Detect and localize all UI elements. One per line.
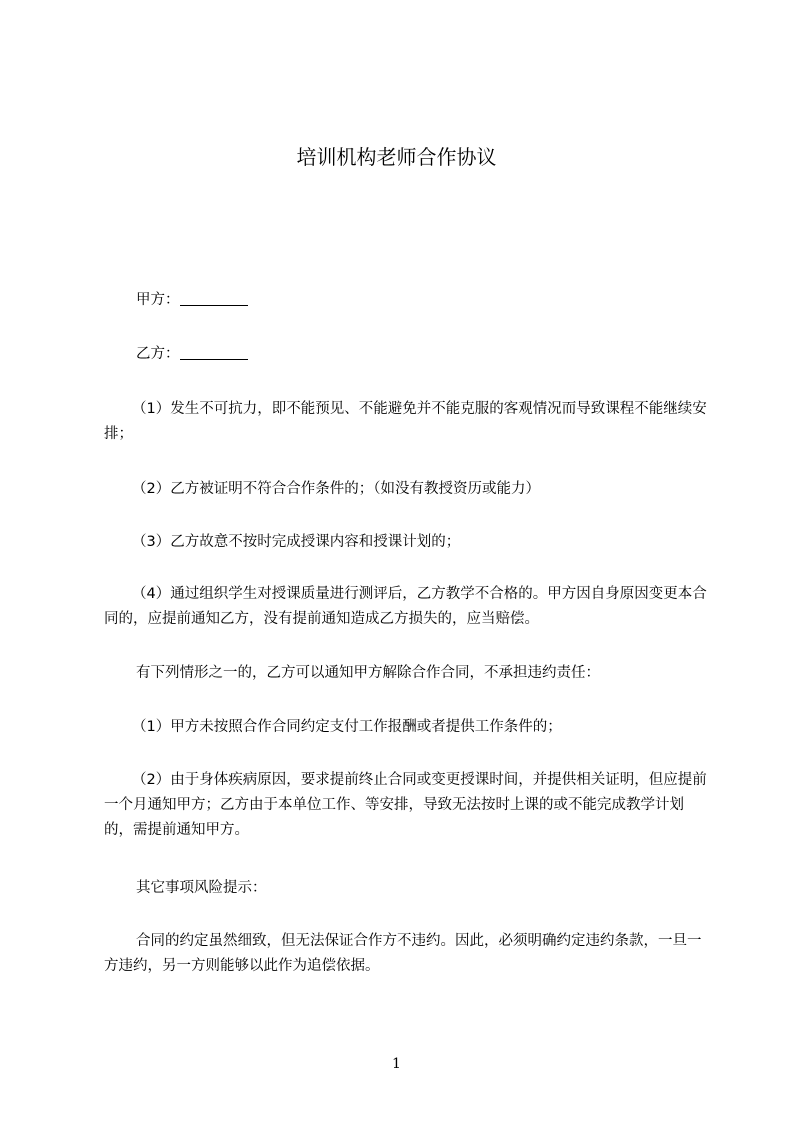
party-b-line: [104, 342, 710, 367]
party-a-line: [104, 288, 710, 313]
clause-4: （4）通过组织学生对授课质量进行测评后，乙方教学不合格的。甲方因自身原因变更本合同的，应提前通知乙方，没有提前通知造成乙方损失的，应当赔偿。: [104, 586, 707, 627]
risk-heading: 其它事项风险提示：: [136, 880, 267, 896]
clause-1: （1）发生不可抗力，即不能预见、不能避免并不能克服的客观情况而导致课程不能继续安排；: [104, 401, 707, 442]
termination-clause-2: （2）由于身体疾病原因，要求提前终止合同或变更授课时间，并提供相关证明，但应提前一个月通知甲方；乙方由于本单位工作、等安排，导致无法按时上课的或不能完成教学计划的，需提前通知甲方。: [104, 772, 707, 838]
party-a-blank: [180, 290, 248, 306]
termination-heading: 有下列情形之一的，乙方可以通知甲方解除合作合同，不承担违约责任：: [136, 665, 600, 681]
page-number: 1: [392, 1056, 401, 1072]
party-b-label: 乙方：: [136, 346, 180, 362]
document-title: 培训机构老师合作协议: [296, 145, 497, 169]
party-b-blank: [180, 344, 248, 360]
clause-3: （3）乙方故意不按时完成授课内容和授课计划的；: [132, 534, 461, 550]
party-a-label: 甲方：: [136, 292, 180, 308]
termination-clause-1: （1）甲方未按照合作合同约定支付工作报酬或者提供工作条件的；: [132, 719, 562, 735]
clause-2: （2）乙方被证明不符合合作条件的；（如没有教授资历或能力）: [132, 481, 540, 497]
risk-paragraph: 合同的约定虽然细致，但无法保证合作方不违约。因此，必须明确约定违约条款，一旦一方违约，另一方则能够以此作为追偿依据。: [104, 933, 702, 974]
